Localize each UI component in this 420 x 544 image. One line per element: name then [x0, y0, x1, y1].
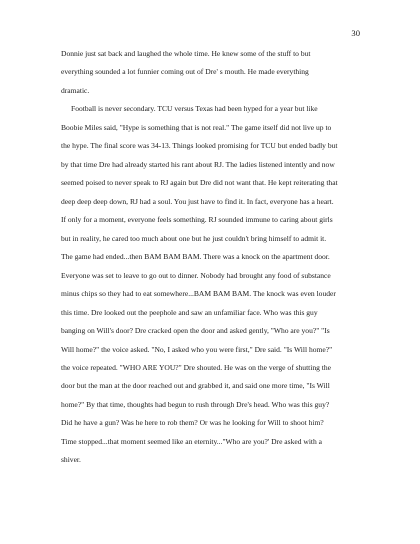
text-line: The game had ended...then BAM BAM BAM. There was a knock on the apartment door.	[61, 252, 330, 262]
text-line: Boobie Miles said, "Hype is something that is not real." The game itself did not live up to	[61, 122, 332, 132]
text-line: Will home?" the voice asked. "No, I asked who you were first," Dre said. "Is Will home?"	[61, 344, 333, 354]
text-line: Donnie just sat back and laughed the whole time. He knew some of the stuff to but	[61, 49, 311, 58]
text-line: home?" By that time, thoughts had begun to rush through Dre's head. Who was this guy?	[61, 399, 330, 409]
text-line: seemed poised to never speak to RJ again but Dre did not want that. He kept reiterating that	[61, 178, 338, 188]
text-line: everything sounded a lot funnier coming out of Dre' s mouth. He made everything	[61, 67, 309, 77]
page-number: 30	[351, 28, 360, 38]
text-line: banging on Will's door? Dre cracked open the door and asked gently, "Who are you?" "Is	[61, 326, 330, 336]
text-line: Football is never secondary. TCU versus Texas had been hyped for a year but like	[71, 104, 318, 114]
text-line: minus chips so they had to eat somewhere...BAM BAM BAM. The knock was even louder	[61, 289, 336, 299]
text-line: dramatic.	[61, 85, 90, 95]
text-line: If only for a moment, everyone feels something. RJ sounded immune to caring about girls	[61, 215, 333, 225]
text-line: Time stopped...that moment seemed like an eternity..."Who are you?' Dre asked with a	[61, 436, 323, 446]
text-line: by that time Dre had already started his rant about RJ. The ladies listened intently and now	[61, 159, 335, 169]
text-line: shiver.	[61, 455, 81, 465]
text-line: this time. Dre looked out the peephole and saw an unfamiliar face. Who was this guy	[61, 307, 318, 317]
text-line: deep deep deep down, RJ had a soul. You just have to find it. In fact, everyone has a heart.	[61, 196, 334, 206]
text-line: door but the man at the door reached out and grabbed it, and said one more time, "Is Will	[61, 381, 330, 391]
text-line: Everyone was set to leave to go out to dinner. Nobody had brought any food of substance	[61, 270, 331, 280]
body-text	[61, 45, 361, 470]
text-line: the voice repeated. "WHO ARE YOU?" Dre shouted. He was on the verge of shutting the	[61, 362, 332, 372]
text-line: but in reality, he cared too much about one but he just couldn't bring himself to admit it.	[61, 233, 327, 243]
text-line: Did he have a gun? Was he here to rob them? Or was he looking for Will to shoot him?	[61, 418, 324, 428]
text-line: the hype. The final score was 34-13. Things looked promising for TCU but ended badly but	[61, 141, 338, 151]
